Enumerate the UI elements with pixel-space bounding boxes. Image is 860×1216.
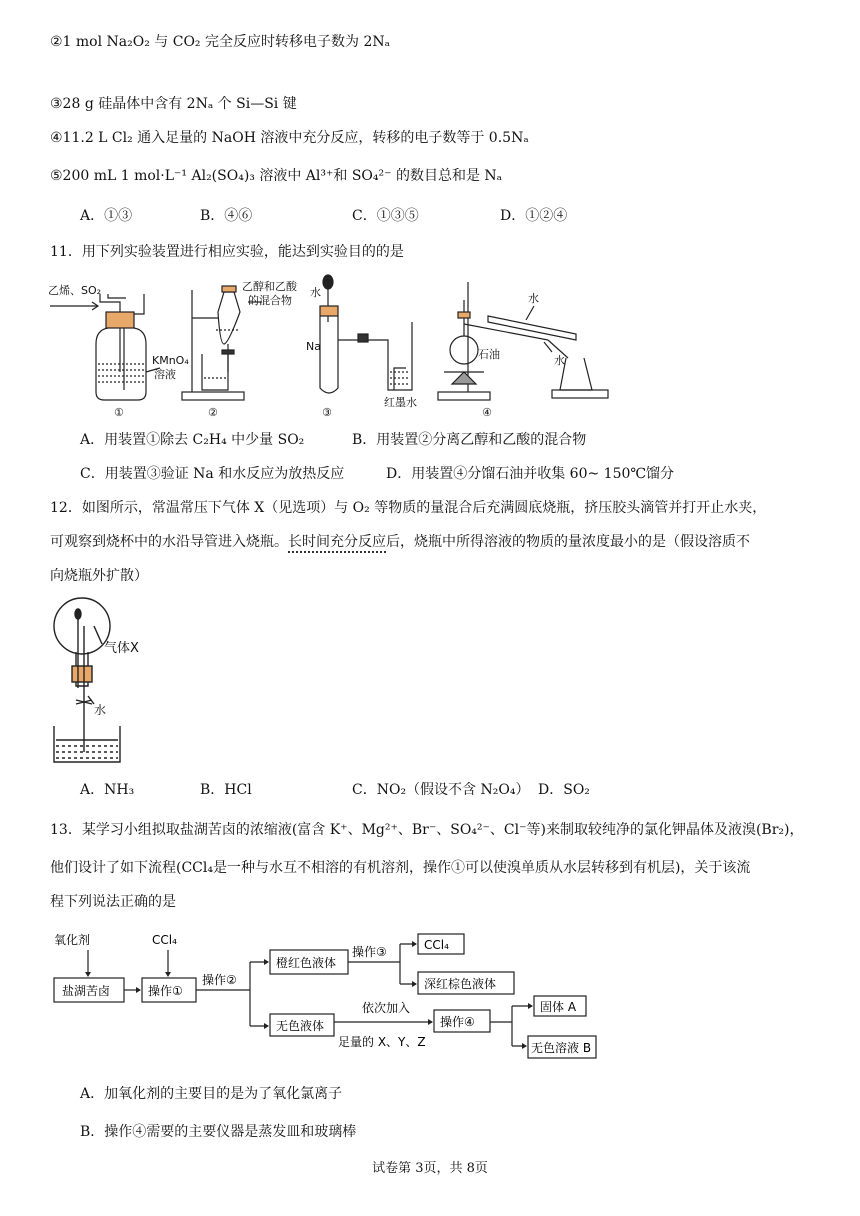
q12-option-a: A．NH₃ xyxy=(80,782,135,798)
q13-stem-line-2: 他们设计了如下流程(CCl₄是一种与水互不相溶的有机溶剂，操作①可以使溴单质从水层转移到有机层)，关于该流 xyxy=(50,860,751,876)
fig-num-1: ① xyxy=(114,406,124,419)
q12-stem-emphasis: 长时间充分反应 xyxy=(288,534,386,553)
q13-stem-line-3: 程下列说法正确的是 xyxy=(50,894,176,910)
flow-op3: 操作③ xyxy=(352,945,387,959)
fig-gas-in-label: 乙烯、SO₂ xyxy=(48,284,102,297)
q10-option-d: D．①②④ xyxy=(500,208,568,224)
q12-option-d: D．SO₂ xyxy=(538,782,590,798)
page-footer: 试卷第 3页，共 8页 xyxy=(372,1161,488,1176)
q11-option-c: C．用装置③验证 Na 和水反应为放热反应 xyxy=(80,466,345,482)
q11-option-d: D．用装置④分馏石油并收集 60~ 150℃馏分 xyxy=(386,466,675,482)
fig-oil-label: 石油 xyxy=(478,348,500,361)
q10-option-b: B．④⑥ xyxy=(200,208,253,224)
q12-stem-part-a: 可观察到烧杯中的水沿导管进入烧瓶。 xyxy=(50,534,288,550)
flow-colorless: 无色液体 xyxy=(276,1019,325,1033)
fig-water-out-label: 水 xyxy=(554,354,565,367)
q13-option-a: A．加氧化剂的主要目的是为了氧化氯离子 xyxy=(80,1086,343,1102)
statement-4: ④11.2 L Cl₂ 通入足量的 NaOH 溶液中充分反应，转移的电子数等于 0.5Nₐ xyxy=(50,130,529,146)
statement-3: ③28 g 硅晶体中含有 2Nₐ 个 Si—Si 键 xyxy=(50,96,297,112)
fig-mixture-label-2: 的混合物 xyxy=(248,294,292,307)
flow-orange: 橙红色液体 xyxy=(276,956,337,970)
fig-water-label: 水 xyxy=(94,703,107,717)
q13-stem-line-1: 13．某学习小组拟取盐湖苦卤的浓缩液(富含 K⁺、Mg²⁺、Br⁻、SO₄²⁻、Cl⁻等)来制取较纯净的氯化钾晶体及液溴(Br₂)， xyxy=(50,822,804,838)
q11-stem: 11．用下列实验装置进行相应实验，能达到实验目的的是 xyxy=(50,244,404,260)
flow-op2: 操作② xyxy=(202,973,237,987)
q12-flask-figure xyxy=(48,596,188,768)
flow-oxidant: 氧化剂 xyxy=(54,933,91,947)
q13-option-b: B．操作④需要的主要仪器是蒸发皿和玻璃棒 xyxy=(80,1124,357,1140)
q12-stem-line-2 xyxy=(50,532,750,552)
q12-option-c: C．NO₂（假设不含 N₂O₄） xyxy=(352,782,530,798)
fig-water-cond-label: 水 xyxy=(528,292,539,305)
statement-5: ⑤200 mL 1 mol·L⁻¹ Al₂(SO₄)₃ 溶液中 Al³⁺和 SO₄²⁻ 的数目总和是 Nₐ xyxy=(50,168,503,184)
fig-solution-label: 溶液 xyxy=(154,368,176,381)
fig-mixture-label-1: 乙醇和乙酸 xyxy=(242,280,297,293)
flow-ccl4-out: CCl₄ xyxy=(424,938,449,952)
flow-op4: 操作④ xyxy=(440,1015,475,1029)
q11-option-a: A．用装置①除去 C₂H₄ 中少量 SO₂ xyxy=(80,432,305,448)
q10-option-a: A．①③ xyxy=(80,208,133,224)
fig-water-label-1: 水 xyxy=(310,286,321,299)
flow-ccl4-top: CCl₄ xyxy=(152,933,177,947)
flow-brine: 盐湖苦卤 xyxy=(62,984,111,998)
q12-stem-line-1: 12．如图所示，常温常压下气体 X（见选项）与 O₂ 等物质的量混合后充满圆底烧瓶，挤压胶头滴管并打开止水夹， xyxy=(50,500,767,516)
flow-solid-a: 固体 A xyxy=(540,1000,577,1014)
fig-gas-x-label: 气体X xyxy=(104,641,139,656)
flow-dark: 深红棕色液体 xyxy=(424,977,497,991)
statement-2: ②1 mol Na₂O₂ 与 CO₂ 完全反应时转移电子数为 2Nₐ xyxy=(50,34,390,50)
q12-stem-line-3: 向烧瓶外扩散） xyxy=(50,568,148,584)
q13-flowchart xyxy=(50,928,620,1064)
fig-kmno4-label: KMnO₄ xyxy=(152,354,189,367)
flow-excess-xyz: 足量的 X、Y、Z xyxy=(338,1035,426,1049)
q12-option-b: B．HCl xyxy=(200,782,252,798)
fig-num-2: ② xyxy=(208,406,218,419)
fig-red-ink-label: 红墨水 xyxy=(384,396,417,409)
flow-op1: 操作① xyxy=(148,984,183,998)
q11-apparatus-figure xyxy=(48,272,648,420)
flow-add-in-order: 依次加入 xyxy=(362,1001,411,1015)
q12-stem-part-c: 后，烧瓶中所得溶液的物质的量浓度最小的是（假设溶质不 xyxy=(386,534,750,550)
fig-num-4: ④ xyxy=(482,406,492,419)
flow-solution-b: 无色溶液 B xyxy=(531,1041,592,1055)
fig-na-label: Na xyxy=(306,340,321,353)
fig-num-3: ③ xyxy=(322,406,332,419)
q11-option-b: B．用装置②分离乙醇和乙酸的混合物 xyxy=(352,432,587,448)
q10-option-c: C．①③⑤ xyxy=(352,208,419,224)
